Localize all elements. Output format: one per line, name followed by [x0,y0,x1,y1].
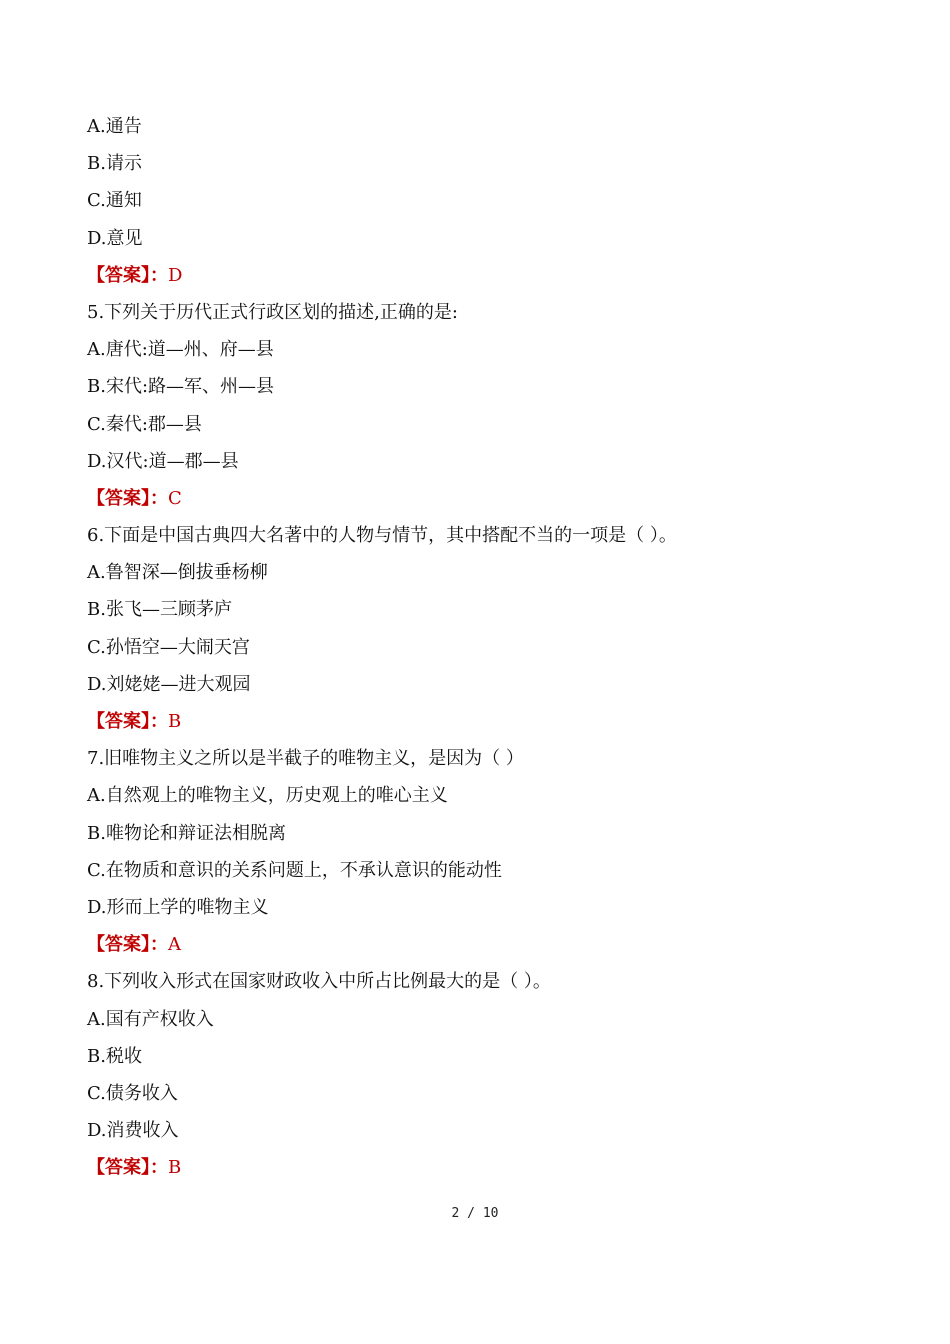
option-text: D.意见 [87,227,143,249]
option-text: C.债务收入 [87,1082,178,1104]
option-text: A.自然观上的唯物主义，历史观上的唯心主义 [87,785,448,807]
option-text: C.在物质和意识的关系问题上，不承认意识的能动性 [87,859,502,881]
answer-label: 【答案】： [87,711,168,732]
answer-line [87,926,867,963]
answer-label: 【答案】： [87,1157,168,1179]
answer-label: 【答案】： [87,487,168,509]
option-text: D.刘姥姥—进大观园 [87,673,251,695]
option-text: D.消费收入 [87,1120,179,1142]
answer-value: C [168,487,182,509]
question-text: 6.下面是中国古典四大名著中的人物与情节，其中搭配不当的一项是（ ）。 [87,525,677,547]
page-number: 2 / 10 [451,1206,499,1221]
option-text: C.孙悟空—大闹天宫 [87,636,250,658]
option-text: B.张飞—三顾茅庐 [87,599,232,621]
question-text: 5.下列关于历代正式行政区划的描述,正确的是: [87,301,458,323]
question-text: 8.下列收入形式在国家财政收入中所占比例最大的是（ ）。 [87,971,551,993]
answer-line [87,480,867,517]
option-text: C.秦代:郡—县 [87,413,202,435]
option-text: A.鲁智深—倒拔垂杨柳 [87,562,268,584]
answer-value: B [168,711,182,732]
option-text: B.唯物论和辩证法相脱离 [87,822,286,844]
option-text: B.宋代:路—军、州—县 [87,376,275,398]
answer-label: 【答案】： [87,264,168,286]
answer-value: A [168,934,181,956]
option-text: D.形而上学的唯物主义 [87,896,269,918]
page-content [87,108,867,1186]
answer-label: 【答案】： [87,934,168,956]
option-text: C.通知 [87,190,142,212]
option-text: B.请示 [87,153,142,175]
option-text: A.通告 [87,116,142,137]
answer-value: D [168,264,183,286]
answer-line [87,1149,867,1186]
answer-value: B [168,1157,182,1179]
option-text: A.国有产权收入 [87,1008,214,1030]
option-text: D.汉代:道—郡—县 [87,450,239,472]
answer-line [87,257,867,294]
question-text: 7.旧唯物主义之所以是半截子的唯物主义，是因为（ ） [87,748,524,770]
option-text: B.税收 [87,1045,142,1067]
option-text: A.唐代:道—州、府—县 [87,339,274,361]
answer-line [87,703,867,740]
